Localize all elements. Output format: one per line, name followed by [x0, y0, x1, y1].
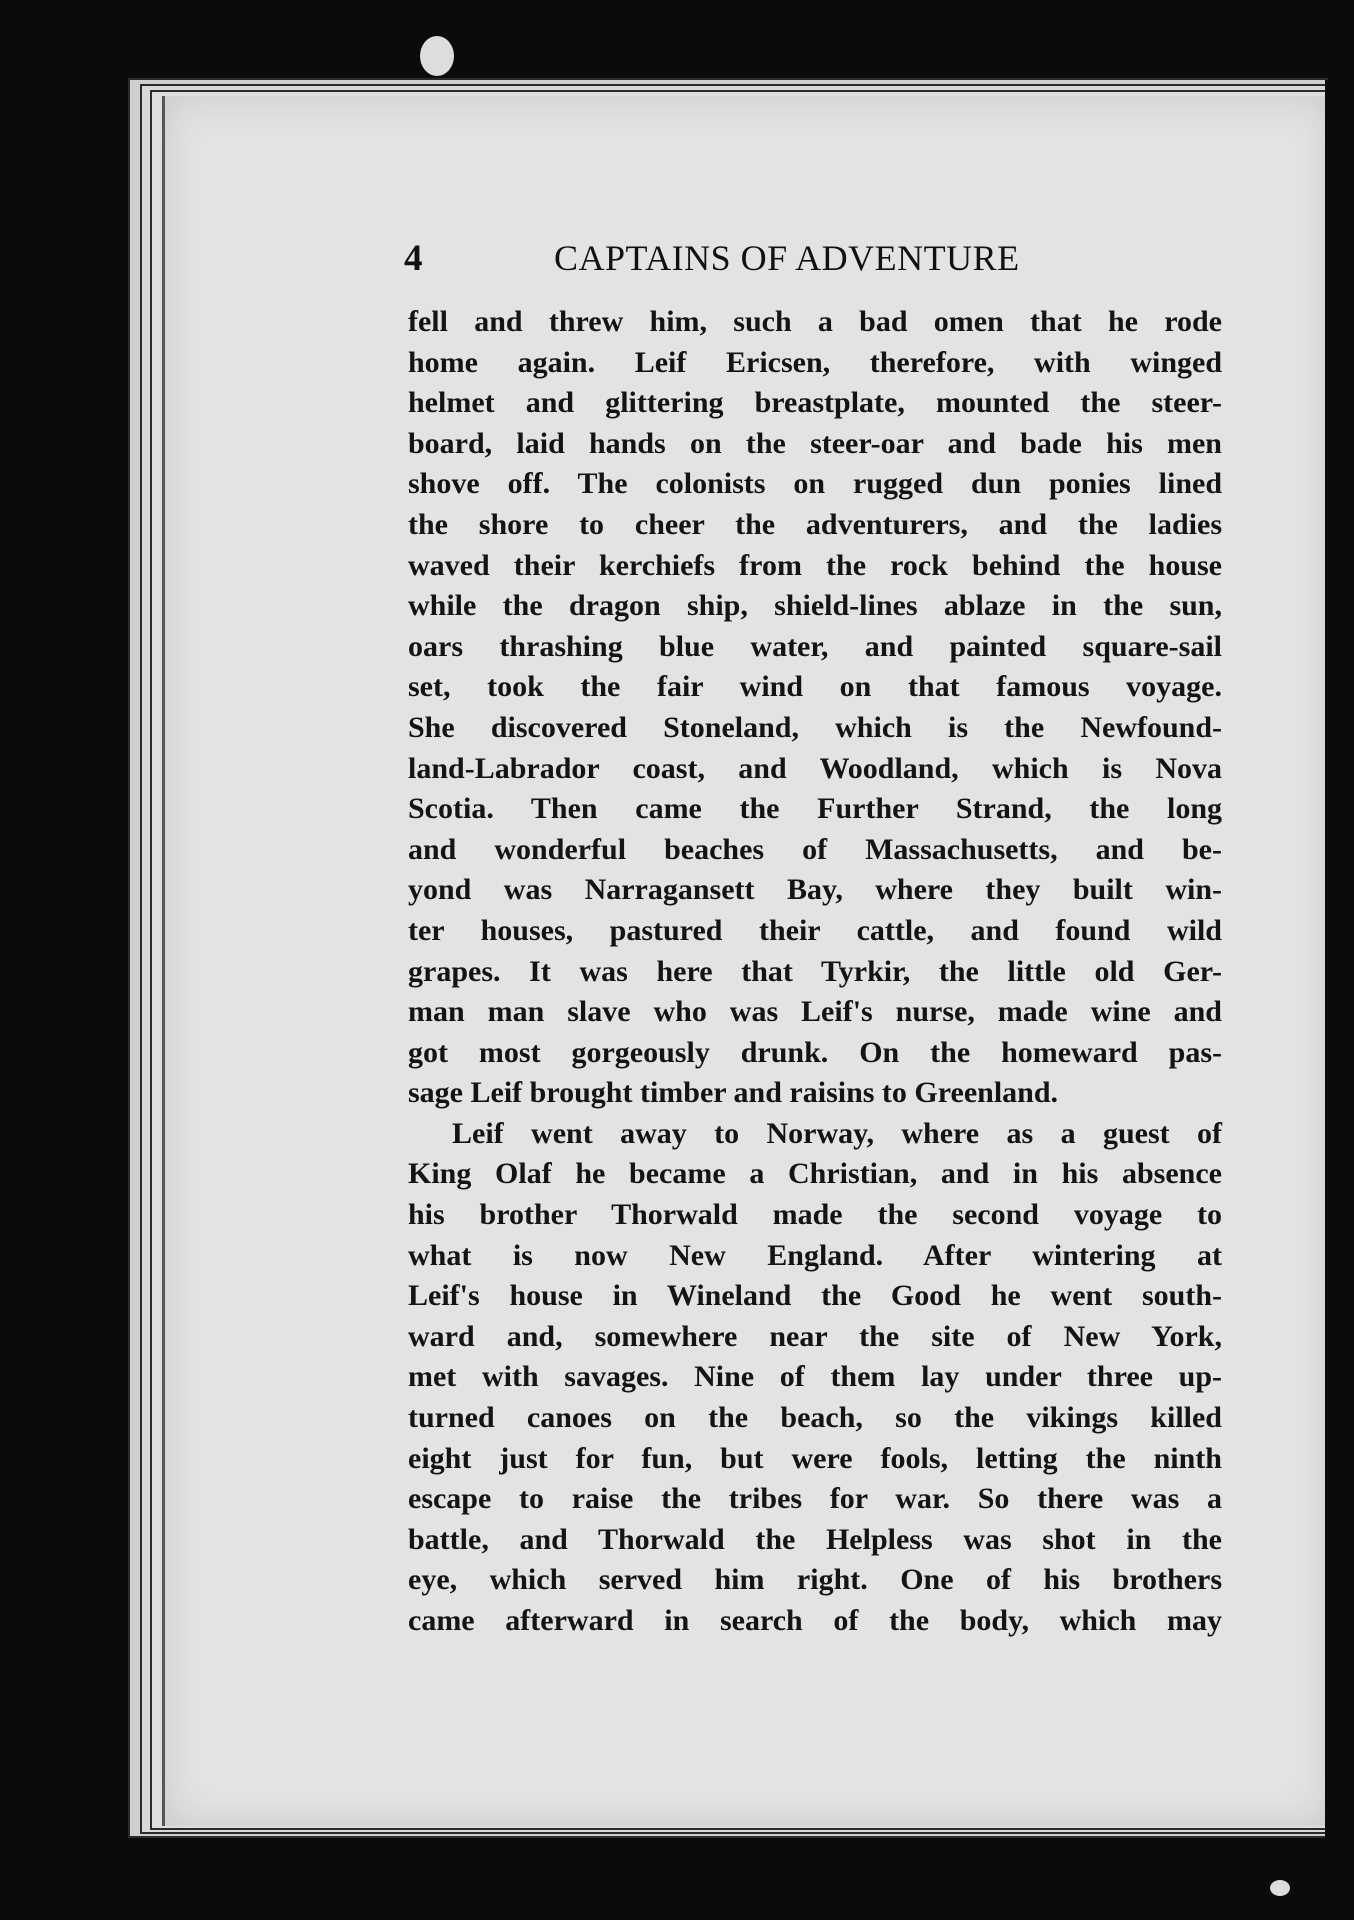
paragraph-1 [408, 302, 1222, 1114]
text-line: grapes. It was here that Tyrkir, the little old Ger- [408, 954, 1222, 988]
text-line: shove off. The colonists on rugged dun ponies lined [408, 467, 1222, 501]
text-line: waved their kerchiefs from the rock behind the house [408, 548, 1222, 582]
text-line: Leif went away to Norway, where as a guest of [452, 1116, 1222, 1150]
text-line: helmet and glittering breastplate, mounted the steer- [408, 386, 1222, 420]
text-line: eye, which served him right. One of his brothers [408, 1563, 1222, 1597]
page-number: 4 [404, 238, 423, 279]
text-line: and wonderful beaches of Massachusetts, and be- [408, 832, 1222, 866]
text-line: what is now New England. After wintering at [408, 1238, 1222, 1272]
scan-border [1325, 80, 1354, 1840]
text-line: met with savages. Nine of them lay under three up- [408, 1360, 1222, 1394]
text-line: ter houses, pastured their cattle, and found wild [408, 913, 1222, 947]
page-header [404, 237, 1054, 287]
text-line: ward and, somewhere near the site of New York, [408, 1319, 1222, 1353]
body-text [408, 302, 1222, 1642]
running-head: CAPTAINS OF ADVENTURE [554, 238, 1020, 278]
text-line: Scotia. Then came the Further Strand, the long [408, 792, 1222, 826]
text-line: battle, and Thorwald the Helpless was shot in the [408, 1522, 1222, 1556]
text-line: She discovered Stoneland, which is the Newfound- [408, 710, 1222, 744]
text-line: escape to raise the tribes for war. So there was a [408, 1482, 1222, 1516]
paragraph-2 [408, 1114, 1222, 1642]
text-line: eight just for fun, but were fools, letting the ninth [408, 1441, 1222, 1475]
scan-speck [420, 36, 454, 76]
text-line: oars thrashing blue water, and painted square-sail [408, 629, 1222, 663]
text-line: his brother Thorwald made the second voyage to [408, 1198, 1222, 1232]
text-line: while the dragon ship, shield-lines ablaze in the sun, [408, 589, 1222, 623]
text-line: came afterward in search of the body, which may [408, 1604, 1222, 1637]
text-line: land-Labrador coast, and Woodland, which is Nova [408, 751, 1222, 785]
text-line: King Olaf he became a Christian, and in his absence [408, 1157, 1222, 1191]
text-line: got most gorgeously drunk. On the homeward pas- [408, 1035, 1222, 1069]
text-line: turned canoes on the beach, so the vikings killed [408, 1401, 1222, 1435]
text-line: sage Leif brought timber and raisins to Greenland. [408, 1076, 1059, 1110]
text-line: set, took the fair wind on that famous voyage. [408, 670, 1222, 704]
text-line: board, laid hands on the steer-oar and bade his men [408, 426, 1222, 460]
text-line: home again. Leif Ericsen, therefore, with winged [408, 345, 1222, 379]
text-line: man man slave who was Leif's nurse, made wine and [408, 995, 1222, 1029]
text-line: the shore to cheer the adventurers, and the ladies [408, 507, 1222, 541]
text-line: yond was Narragansett Bay, where they built win- [408, 873, 1222, 907]
scan-speck [1270, 1880, 1290, 1896]
text-line: Leif's house in Wineland the Good he went south- [408, 1279, 1222, 1313]
text-line: fell and threw him, such a bad omen that he rode [408, 305, 1222, 338]
